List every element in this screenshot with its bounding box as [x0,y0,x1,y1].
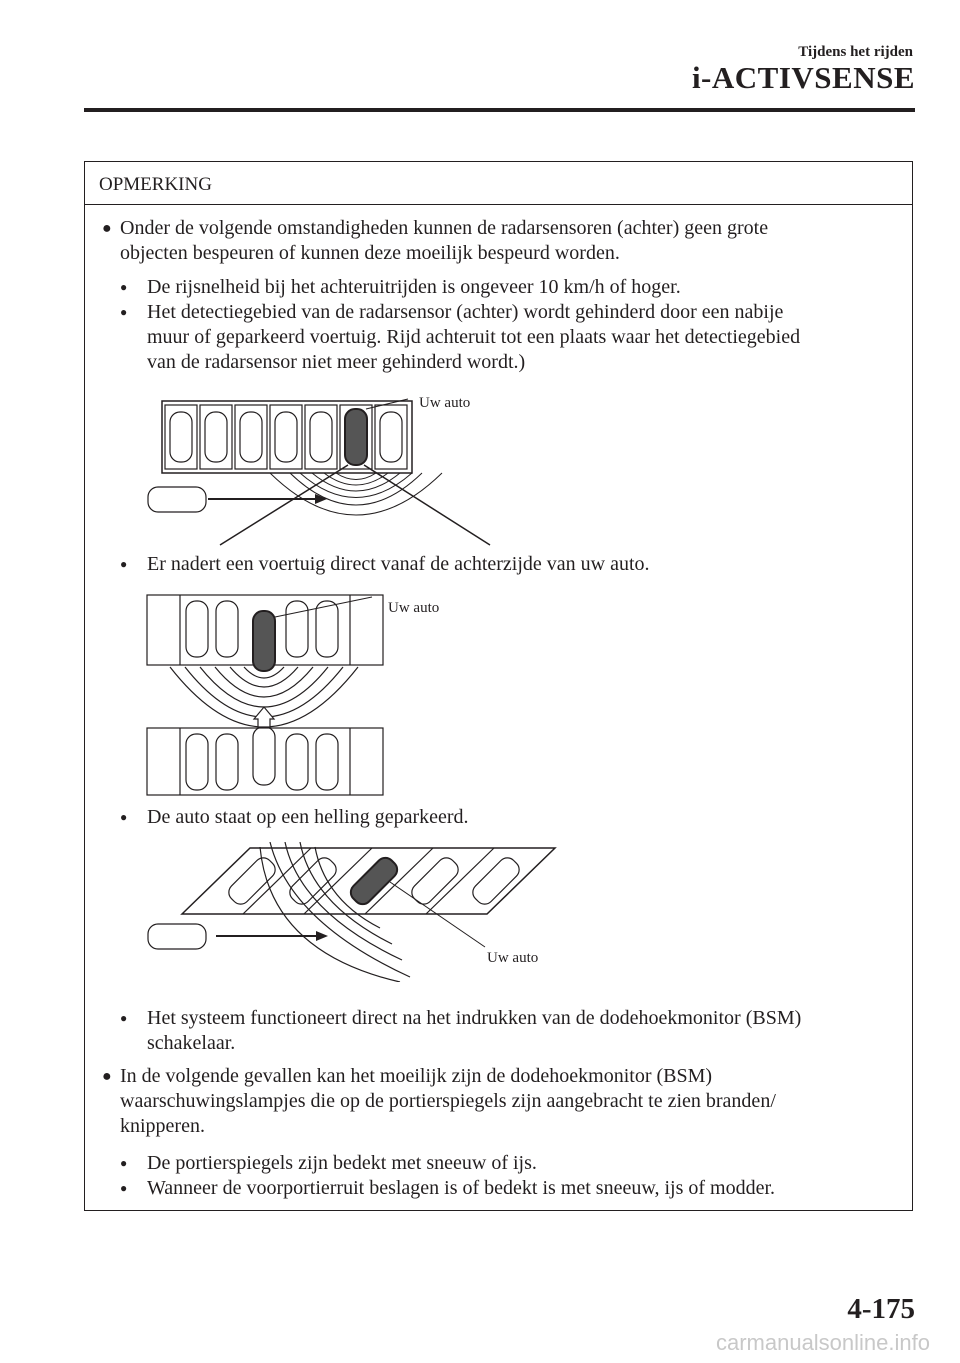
header-rule [84,108,915,112]
chapter-title: i-ACTIVSENSE [691,60,915,95]
bullet2-line1: In de volgende gevallen kan het moeilijk zijn de dodehoekmonitor (BSM) [120,1065,713,1087]
sub5-line2: schakelaar. [147,1032,236,1054]
sub3-line1: Er nadert een voertuig direct vanaf de achterzijde van uw auto. [147,553,650,575]
sub-bullet-icon: ● [120,810,128,824]
sub4-line1: De auto staat op een helling geparkeerd. [147,806,469,828]
bullet1-line1: Onder de volgende omstandigheden kunnen de radarsensoren (achter) geen grote [120,217,769,239]
fig1-label: Uw auto [419,395,471,411]
figure-approaching-vehicle [140,587,400,797]
section-title: Tijdens het rijden [798,44,913,60]
bullet-icon: ● [102,1068,112,1085]
sub1-line1: De rijsnelheid bij het achteruitrijden is ongeveer 10 km/h of hoger. [147,276,681,298]
sub2-line3: van de radarsensor niet meer gehinderd wordt.) [147,351,526,373]
bullet-icon: ● [102,220,112,237]
note-box [84,161,913,1211]
sub5-line1: Het systeem functioneert direct na het indrukken van de dodehoekmonitor (BSM) [147,1007,802,1029]
fig2-label: Uw auto [388,600,440,616]
bullet2-line3: knipperen. [120,1115,205,1137]
page-number: 4-175 [847,1293,915,1325]
sub-bullet-icon: ● [120,305,128,319]
sub2-line2: muur of geparkeerd voertuig. Rijd achteruit tot een plaats waar het detectiegebied [147,326,801,348]
note-divider [85,204,912,205]
sub-bullet-icon: ● [120,1181,128,1195]
sub2-line1: Het detectiegebied van de radarsensor (achter) wordt gehinderd door een nabije [147,301,784,323]
bullet2-line2: waarschuwingslampjes die op de portierspiegels zijn aangebracht te zien branden/ [120,1090,776,1112]
sub-bullet-icon: ● [120,557,128,571]
fig3-label: Uw auto [487,950,539,966]
sub-bullet-icon: ● [120,280,128,294]
sub-bullet-icon: ● [120,1156,128,1170]
sub7-line1: Wanneer de voorportierruit beslagen is of bedekt is met sneeuw, ijs of modder. [147,1177,776,1199]
watermark: carmanualsonline.info [715,1330,930,1355]
sub-bullet-icon: ● [120,1011,128,1025]
note-title: OPMERKING [99,174,212,195]
sub6-line1: De portierspiegels zijn bedekt met sneeuw of ijs. [147,1152,537,1174]
bullet1-line2: objecten bespeuren of kunnen deze moeilijk bespeurd worden. [120,242,620,264]
